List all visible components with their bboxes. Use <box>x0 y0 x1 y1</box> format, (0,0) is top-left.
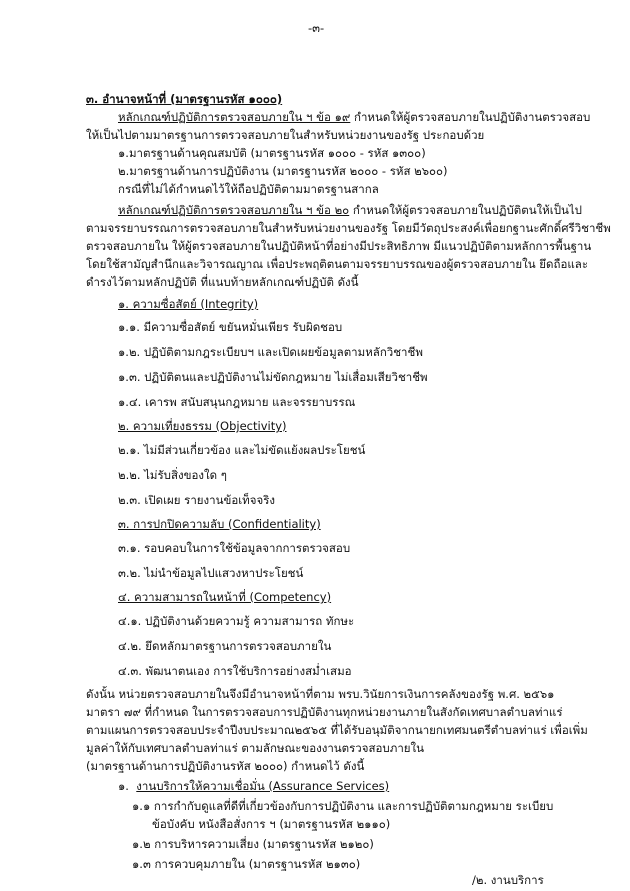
para2-line5: ดำรงไว้ตามหลักปฏิบัติ ที่แนบท้ายหลักเกณฑ์ปฏิบัติ ดังนี้ <box>86 275 359 289</box>
ethics-title-objectivity: ๒. ความเที่ยงธรรม (Objectivity) <box>118 419 287 433</box>
ethics-item: ๔.๑. ปฏิบัติงานด้วยความรู้ ความสามารถ ทักษะ <box>118 614 355 628</box>
ethics-item: ๓.๒. ไม่นำข้อมูลไปแสวงหาประโยชน์ <box>118 566 304 580</box>
standard-item-1: ๑.มาตรฐานด้านคุณสมบัติ (มาตรฐานรหัส ๑๐๐๐ - รหัส ๑๓๐๐) <box>118 146 426 160</box>
ethics-title-integrity: ๑. ความซื่อสัตย์ (Integrity) <box>118 297 259 311</box>
continuation-note: /๒. งานบริการ <box>472 873 544 887</box>
ethics-title-confidentiality: ๓. การปกปิดความลับ (Confidentiality) <box>118 517 321 531</box>
ethics-item: ๑.๓. ปฏิบัติตนและปฏิบัติงานไม่ขัดกฎหมาย ไม่เสื่อมเสียวิชาชีพ <box>118 370 428 384</box>
para2-line2: ตามจรรยาบรรณการตรวจสอบภายในสำหรับหน่วยงานของรัฐ โดยมีวัตถุประสงค์เพื่อยกฐานะศักดิ์ศรีวิชาชีพ <box>86 221 611 235</box>
service-item-3: ๑.๓ การควบคุมภายใน (มาตรฐานรหัส ๒๑๓๐) <box>132 857 361 871</box>
section-heading: ๓. อำนาจหน้าที่ (มาตรฐานรหัส ๑๐๐๐) <box>86 92 283 106</box>
para2-line4: โดยใช้สามัญสำนึกและวิจารณญาณ เพื่อประพฤติตนตามจรรยาบรรณของผู้ตรวจสอบภายใน ยึดถือและ <box>86 257 589 271</box>
ethics-item: ๑.๑. มีความซื่อสัตย์ ขยันหมั่นเพียร รับผิดชอบ <box>118 320 343 334</box>
ethics-title-competency: ๔. ความสามารถในหน้าที่ (Competency) <box>118 590 332 604</box>
standard-note: กรณีที่ไม่ได้กำหนดไว้ให้ถือปฏิบัติตามมาตรฐานสากล <box>118 182 379 196</box>
service-item-1-line1: ๑.๑ การกำกับดูแลที่ดีที่เกี่ยวข้องกับการปฏิบัติงาน และการปฏิบัติตามกฎหมาย ระเบียบ <box>132 799 554 813</box>
page-number: -๓- <box>308 21 325 35</box>
para3-line3: ตามแผนการตรวจสอบประจำปีงบประมาณ๒๕๖๕ ที่ได้รับอนุมัติจากนายกเทศมนตรีตำบลท่าแร่ เพื่อเพิ่ม <box>86 723 588 737</box>
para2-line1-rest: กำหนดให้ผู้ตรวจสอบภายในปฏิบัติตนให้เป็นไป <box>349 203 582 217</box>
para1-line2: ให้เป็นไปตามมาตรฐานการตรวจสอบภายในสำหรับหน่วยงานของรัฐ ประกอบด้วย <box>86 128 485 142</box>
services-title-text: งานบริการให้ความเชื่อมั่น (Assurance Services) <box>136 779 390 793</box>
ethics-item: ๔.๓. พัฒนาตนเอง การใช้บริการอย่างสม่ำเสมอ <box>118 664 352 678</box>
para2-line1 <box>118 202 582 218</box>
para3-line2: มาตรา ๗๙ ที่กำหนด ในการตรวจสอบการปฏิบัติงานทุกหน่วยงานภายในสังกัดเทศบาลตำบลท่าแร่ <box>86 705 563 719</box>
service-item-2: ๑.๒ การบริหารความเสี่ยง (มาตรฐานรหัส ๒๑๒๐) <box>132 837 374 851</box>
para1-reference: หลักเกณฑ์ปฏิบัติการตรวจสอบภายใน ฯ ข้อ ๑๙ <box>118 110 351 124</box>
services-number: ๑. <box>118 779 129 793</box>
ethics-item: ๓.๑. รอบคอบในการใช้ข้อมูลจากการตรวจสอบ <box>118 541 351 555</box>
ethics-item: ๔.๒. ยึดหลักมาตรฐานการตรวจสอบภายใน <box>118 639 332 653</box>
service-item-1-line2: ข้อบังคับ หนังสือสั่งการ ฯ (มาตรฐานรหัส ๒๑๑๐) <box>152 817 391 831</box>
ethics-item: ๒.๑. ไม่มีส่วนเกี่ยวข้อง และไม่ขัดแย้งผลประโยชน์ <box>118 443 366 457</box>
standard-item-2: ๒.มาตรฐานด้านการปฏิบัติงาน (มาตรฐานรหัส ๒๐๐๐ - รหัส ๒๖๐๐) <box>118 164 448 178</box>
ethics-item: ๒.๒. ไม่รับสิ่งของใด ๆ <box>118 468 227 482</box>
ethics-item: ๒.๓. เปิดเผย รายงานข้อเท็จจริง <box>118 493 276 507</box>
para2-reference: หลักเกณฑ์ปฏิบัติการตรวจสอบภายใน ฯ ข้อ ๒๐ <box>118 203 350 217</box>
ethics-item: ๑.๒. ปฏิบัติตามกฎระเบียบฯ และเปิดเผยข้อมูลตามหลักวิชาชีพ <box>118 345 423 359</box>
para3-line1: ดังนั้น หน่วยตรวจสอบภายในจึงมีอำนาจหน้าที่ตาม พรบ.วินัยการเงินการคลังของรัฐ พ.ศ. ๒๕๖๑ <box>86 687 555 701</box>
services-title <box>118 778 389 794</box>
para2-line3: ตรวจสอบภายใน ให้ผู้ตรวจสอบภายในปฏิบัติหน้าที่อย่างมีประสิทธิภาพ มีแนวปฏิบัติตามหลักการพื้นฐาน <box>86 239 592 253</box>
ethics-item: ๑.๔. เคารพ สนับสนุนกฎหมาย และจรรยาบรรณ <box>118 395 356 409</box>
para3-line4: มูลค่าให้กับเทศบาลตำบลท่าแร่ ตามลักษณะของงานตรวจสอบภายใน <box>86 741 424 755</box>
para3-line5: (มาตรฐานด้านการปฏิบัติงานรหัส ๒๐๐๐) กำหนดไว้ ดังนี้ <box>86 759 365 773</box>
para1-line1-rest: กำหนดให้ผู้ตรวจสอบภายในปฏิบัติงานตรวจสอบ <box>350 110 591 124</box>
para1-line1 <box>118 109 590 125</box>
